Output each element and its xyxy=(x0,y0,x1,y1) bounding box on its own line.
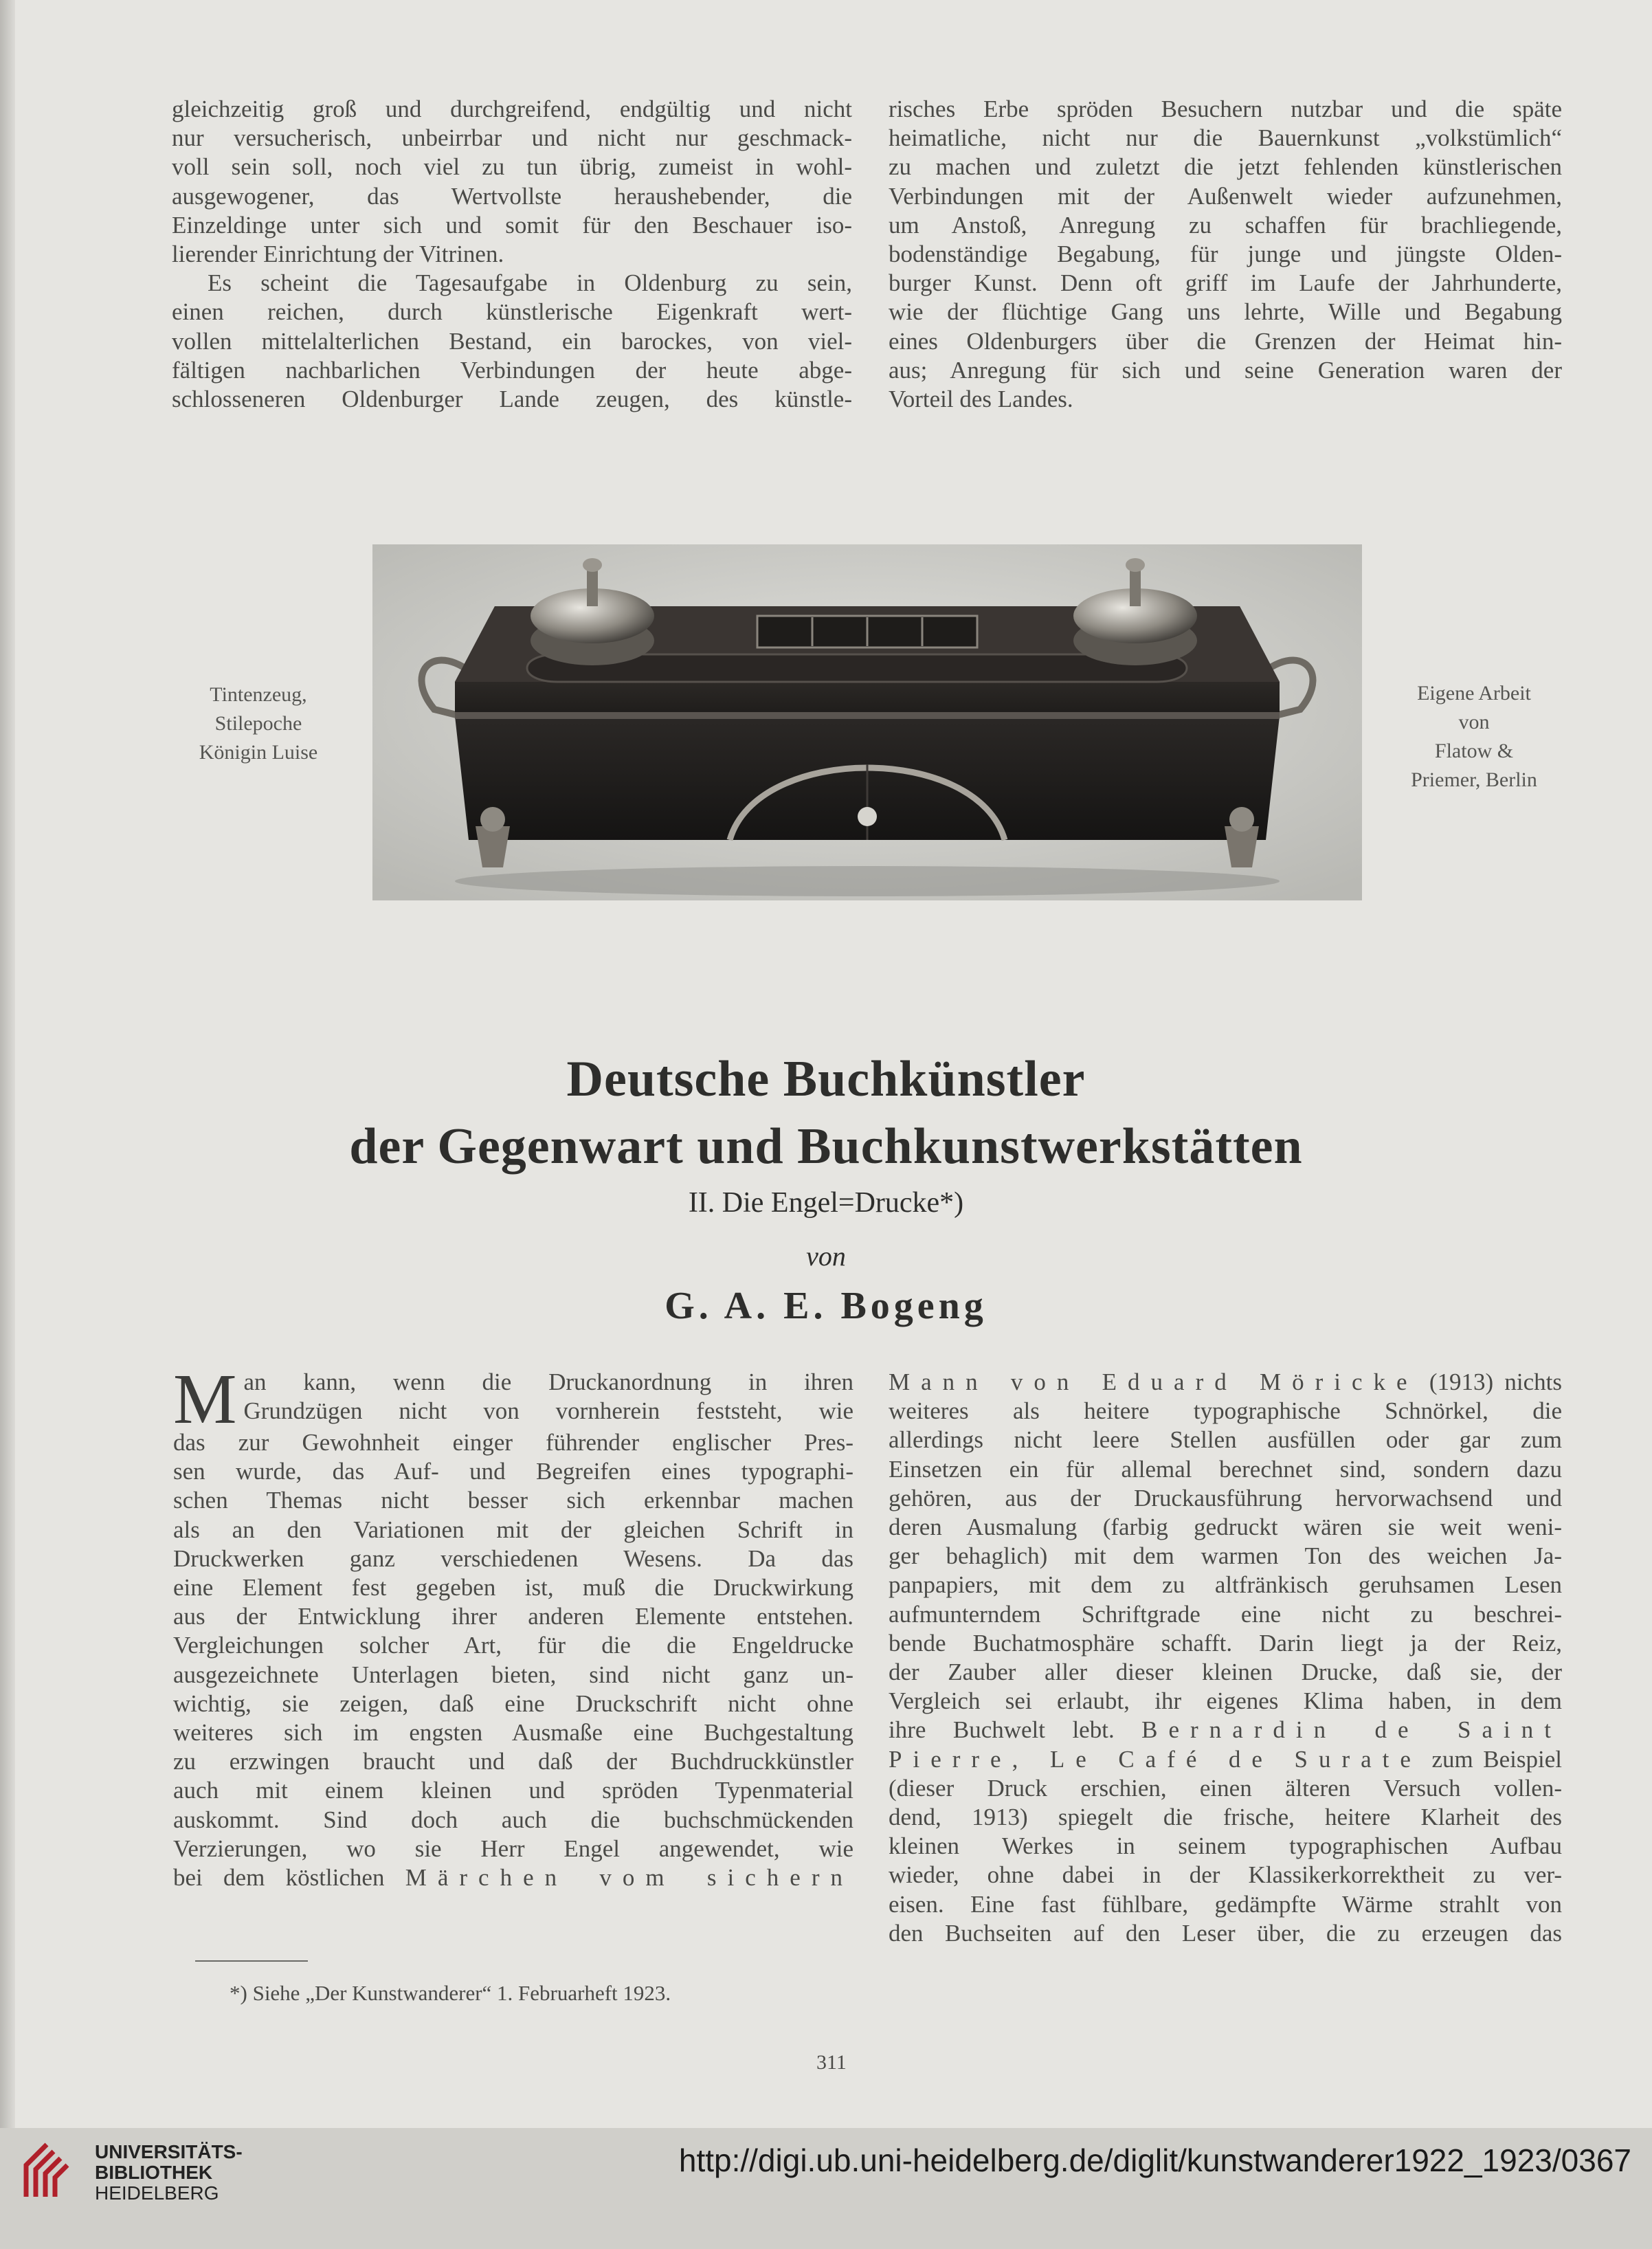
source-url[interactable]: http://digi.ub.uni-heidelberg.de/diglit/kunstwanderer1922_1923/0367 xyxy=(678,2142,1631,2178)
text-line: aus der Entwicklung ihrer anderen Elemente entstehen. xyxy=(173,1603,853,1630)
text-line: Verbindungen mit der Außenwelt wieder aufzunehmen, xyxy=(889,182,1562,210)
text-line: Einsetzen ein für allemal berechnet sind, sondern dazu xyxy=(889,1455,1562,1483)
text-line: Vergleich sei erlaubt, ihr eigenes Klima haben, in dem xyxy=(889,1687,1562,1715)
text-line: lierender Einrichtung der Vitrinen. xyxy=(172,241,504,268)
footnote: *) Siehe „Der Kunstwanderer“ 1. Februarheft 1923. xyxy=(230,1981,671,2005)
text-line: Druckwerken ganz verschiedenen Wesens. Da das xyxy=(173,1544,853,1572)
text-segment: ihre Buchwelt lebt. xyxy=(889,1716,1115,1744)
text-line: schlosseneren Oldenburger Lande zeugen, des künstle- xyxy=(172,386,852,413)
text-line: wie der flüchtige Gang uns lehrte, Wille und Begabung xyxy=(889,298,1562,326)
caption-line: Königin Luise xyxy=(199,741,318,764)
text-line: voll sein soll, noch viel zu tun übrig, zumeist in wohl- xyxy=(172,153,852,181)
text-line: nur versucherisch, unbeirrbar und nicht nur geschmack- xyxy=(172,124,852,152)
footnote-rule xyxy=(195,1960,308,1962)
text-segment: (1913) nichts xyxy=(1429,1369,1563,1395)
spaced-title-text: Bernardin de Saint xyxy=(1141,1716,1562,1744)
text-line: burger Kunst. Denn oft griff im Laufe der Jahrhunderte, xyxy=(889,269,1562,297)
text-segment: zum Beispiel xyxy=(1431,1745,1562,1773)
text-line: kleinen Werkes in seinem typographischen Aufbau xyxy=(889,1832,1562,1860)
text-line: Vorteil des Landes. xyxy=(889,386,1073,413)
author-name: G. A. E. Bogeng xyxy=(665,1285,987,1327)
text-line: der Zauber aller dieser kleinen Drucke, daß sie, der xyxy=(889,1659,1562,1686)
text-line: heimatliche, nicht nur die Bauernkunst „volkstümlich“ xyxy=(889,124,1562,152)
text-line: das zur Gewohnheit einger führender englischer Pres- xyxy=(173,1429,853,1456)
caption-line: Tintenzeug, xyxy=(210,683,307,706)
spaced-title-text: Märchen vom sichern xyxy=(405,1864,853,1892)
text-line: auch mit einem kleinen und spröden Typenmaterial xyxy=(173,1777,853,1804)
text-line xyxy=(889,1716,1562,1744)
drop-cap: M xyxy=(173,1360,237,1439)
library-logo-icon xyxy=(19,2138,85,2204)
top-right-column xyxy=(889,95,1562,414)
text-line: gleichzeitig groß und durchgreifend, endgültig und nicht xyxy=(172,96,852,122)
text-line: Es scheint die Tagesaufgabe in Oldenburg zu sein, xyxy=(208,269,852,297)
library-name-line: BIBLIOTHEK xyxy=(95,2162,213,2183)
text-line: zu machen und zuletzt die jetzt fehlenden künstlerischen xyxy=(889,153,1562,181)
caption-line: Priemer, Berlin xyxy=(1411,768,1537,791)
library-name xyxy=(95,2142,243,2204)
text-line: Grundzügen nicht von vornherein feststeht, wie xyxy=(243,1397,853,1425)
text-line: (dieser Druck erschien, einen älteren Versuch vollen- xyxy=(889,1774,1562,1802)
inkstand-illustration xyxy=(372,544,1362,900)
text-line: eines Oldenburgers über die Grenzen der Heimat hin- xyxy=(889,327,1562,355)
text-line: dend, 1913) spiegelt die frische, heitere Klarheit des xyxy=(889,1804,1562,1831)
article-title-line-1: Deutsche Buchkünstler xyxy=(566,1051,1086,1107)
text-line: ausgewogener, das Wertvollste heraushebender, die xyxy=(172,182,852,210)
caption-line: Flatow & xyxy=(1434,740,1514,762)
inkstand-photo xyxy=(372,544,1362,900)
text-line: auskommt. Sind doch auch die buchschmückenden xyxy=(173,1806,853,1833)
text-line xyxy=(889,1745,1562,1774)
text-line: eine Element fest gegeben ist, muß die Druckwirkung xyxy=(173,1574,853,1602)
text-line: eisen. Eine fast fühlbare, gedämpfte Wärme strahlt von xyxy=(889,1890,1562,1918)
text-line: weiteres sich im engsten Ausmaße eine Buchgestaltung xyxy=(173,1719,853,1747)
text-line: um Anstoß, Anregung zu schaffen für brachliegende, xyxy=(889,211,1562,239)
caption-line: Stilepoche xyxy=(214,712,302,735)
text-line: wichtig, sie zeigen, daß eine Druckschrift nicht ohne xyxy=(173,1689,853,1717)
text-line: risches Erbe spröden Besuchern nutzbar und die späte xyxy=(889,96,1562,122)
body-right-column xyxy=(889,1368,1562,1948)
page-number: 311 xyxy=(816,2051,847,2074)
text-line: aufmunterndem Schriftgrade eine nicht zu beschrei- xyxy=(889,1600,1562,1628)
library-name-line: HEIDELBERG xyxy=(95,2182,219,2204)
text-line: bende Buchatmosphäre schafft. Darin liegt ja der Reiz, xyxy=(889,1629,1562,1657)
text-line: zu erzwingen braucht und daß der Buchdruckkünstler xyxy=(173,1748,853,1775)
text-line: fältigen nachbarlichen Verbindungen der heute abge- xyxy=(172,356,852,384)
photo-caption-right xyxy=(1374,679,1574,795)
text-line: deren Ausmalung (farbig gedruckt wären sie weit weni- xyxy=(889,1514,1562,1541)
text-line: ausgezeichnete Unterlagen bieten, sind nicht ganz un- xyxy=(173,1661,853,1688)
text-line: vollen mittelalterlichen Bestand, ein barockes, von viel- xyxy=(172,327,852,355)
text-line: sen wurde, das Auf- und Begreifen eines typographi- xyxy=(173,1458,853,1485)
body-left-column xyxy=(173,1360,853,1892)
top-left-column xyxy=(172,95,852,414)
text-line: weiteres als heitere typographische Schnörkel, die xyxy=(889,1397,1562,1425)
text-line: schen Themas nicht besser sich erkennbar machen xyxy=(173,1487,853,1514)
text-line: Vergleichungen solcher Art, für die die Engeldrucke xyxy=(173,1632,853,1659)
photo-caption-left xyxy=(169,680,348,767)
spaced-title-text: Pierre, Le Café de Surate xyxy=(889,1745,1422,1773)
article-subtitle: II. Die Engel=Drucke*) xyxy=(688,1187,964,1219)
text-line: panpapiers, mit dem zu altfränkisch geruhsamen Lesen xyxy=(889,1571,1562,1599)
library-name-line: UNIVERSITÄTS- xyxy=(95,2141,243,2162)
text-segment: bei dem köstlichen xyxy=(173,1864,385,1892)
caption-line: von xyxy=(1458,711,1490,733)
article-title-line-2: der Gegenwart und Buchkunstwerkstätten xyxy=(349,1118,1303,1175)
text-line: an kann, wenn die Druckanordnung in ihren xyxy=(243,1369,853,1395)
text-line xyxy=(889,1368,1562,1397)
text-line: ger behaglich) mit dem warmen Ton des weichen Ja- xyxy=(889,1542,1562,1570)
caption-line: Eigene Arbeit xyxy=(1417,682,1531,705)
text-line: den Buchseiten auf den Leser über, die zu erzeugen das xyxy=(889,1919,1562,1947)
text-line: als an den Variationen mit der gleichen Schrift in xyxy=(173,1516,853,1543)
text-line: einen reichen, durch künstlerische Eigenkraft wert- xyxy=(172,298,852,326)
text-line: aus; Anregung für sich und seine Generation waren der xyxy=(889,356,1562,384)
spaced-title-text: Mann von Eduard Möricke xyxy=(889,1369,1418,1395)
text-line: allerdings nicht leere Stellen ausfüllen oder gar zum xyxy=(889,1426,1562,1454)
text-line: Einzeldinge unter sich und somit für den Beschauer iso- xyxy=(172,211,852,239)
text-line: wieder, ohne dabei in der Klassikerkorrektheit zu ver- xyxy=(889,1861,1562,1889)
text-line: bodenständige Begabung, für junge und jüngste Olden- xyxy=(889,241,1562,268)
byline-von: von xyxy=(806,1241,846,1272)
text-line xyxy=(173,1863,853,1892)
text-line: Verzierungen, wo sie Herr Engel angewendet, wie xyxy=(173,1835,853,1862)
text-line: gehören, aus der Druckausführung hervorwachsend und xyxy=(889,1484,1562,1511)
